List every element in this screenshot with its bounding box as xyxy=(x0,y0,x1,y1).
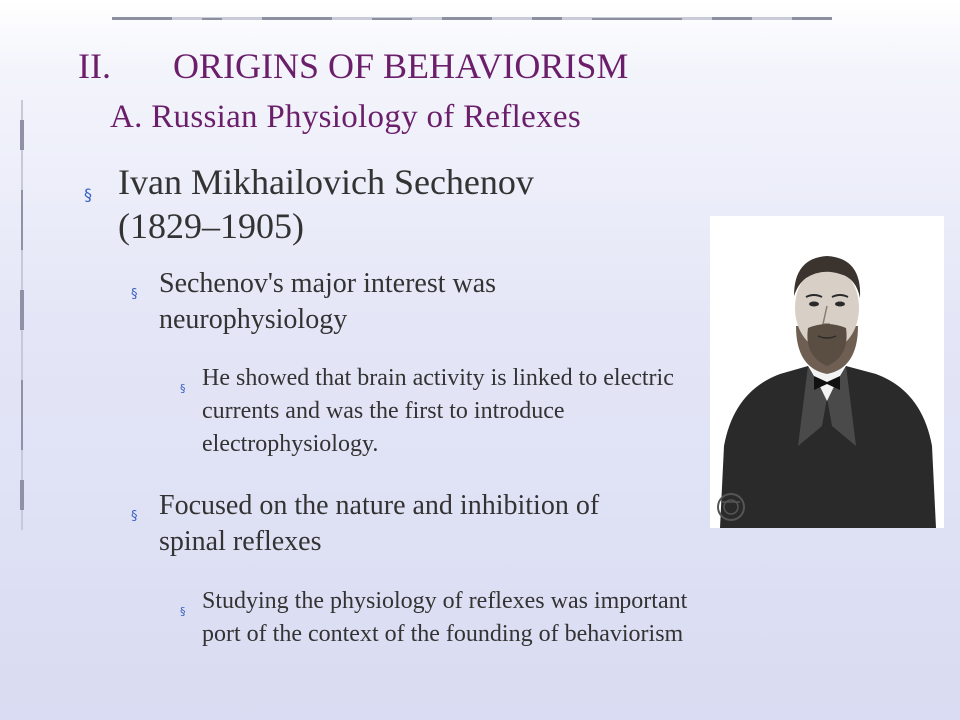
bullet-text: Ivan Mikhailovich Sechenov (1829–1905) xyxy=(118,162,534,246)
bullet-marker-icon: § xyxy=(131,287,138,302)
bullet-marker-icon: § xyxy=(84,185,92,204)
portrait-drawing xyxy=(710,216,944,528)
slide-subtitle: A. Russian Physiology of Reflexes xyxy=(110,99,581,135)
title-heading: ORIGINS OF BEHAVIORISM xyxy=(173,46,629,86)
bullet-marker-icon: § xyxy=(180,382,186,395)
bullet-text: He showed that brain activity is linked to electric currents and was the first to introduce electrophysiology. xyxy=(202,365,674,457)
left-decorative-rule xyxy=(20,100,24,530)
circular-stamp-icon xyxy=(716,492,746,522)
bullet-level3 xyxy=(180,585,700,651)
bullet-text: Studying the physiology of reflexes was important port of the context of the founding of behaviorism xyxy=(202,588,688,647)
bullet-marker-icon: § xyxy=(180,605,186,618)
portrait-image xyxy=(710,216,944,528)
bullet-text: Focused on the nature and inhibition of spinal reflexes xyxy=(159,490,600,557)
bullet-level1 xyxy=(84,160,644,248)
top-decorative-rule xyxy=(112,16,832,21)
title-numeral: II. xyxy=(78,46,111,86)
bullet-level2 xyxy=(131,266,651,338)
slide-title xyxy=(78,46,628,86)
bullet-level2 xyxy=(131,488,651,560)
bullet-marker-icon: § xyxy=(131,509,138,524)
bullet-text: Sechenov's major interest was neurophysiology xyxy=(159,268,497,335)
bullet-level3 xyxy=(180,362,700,461)
